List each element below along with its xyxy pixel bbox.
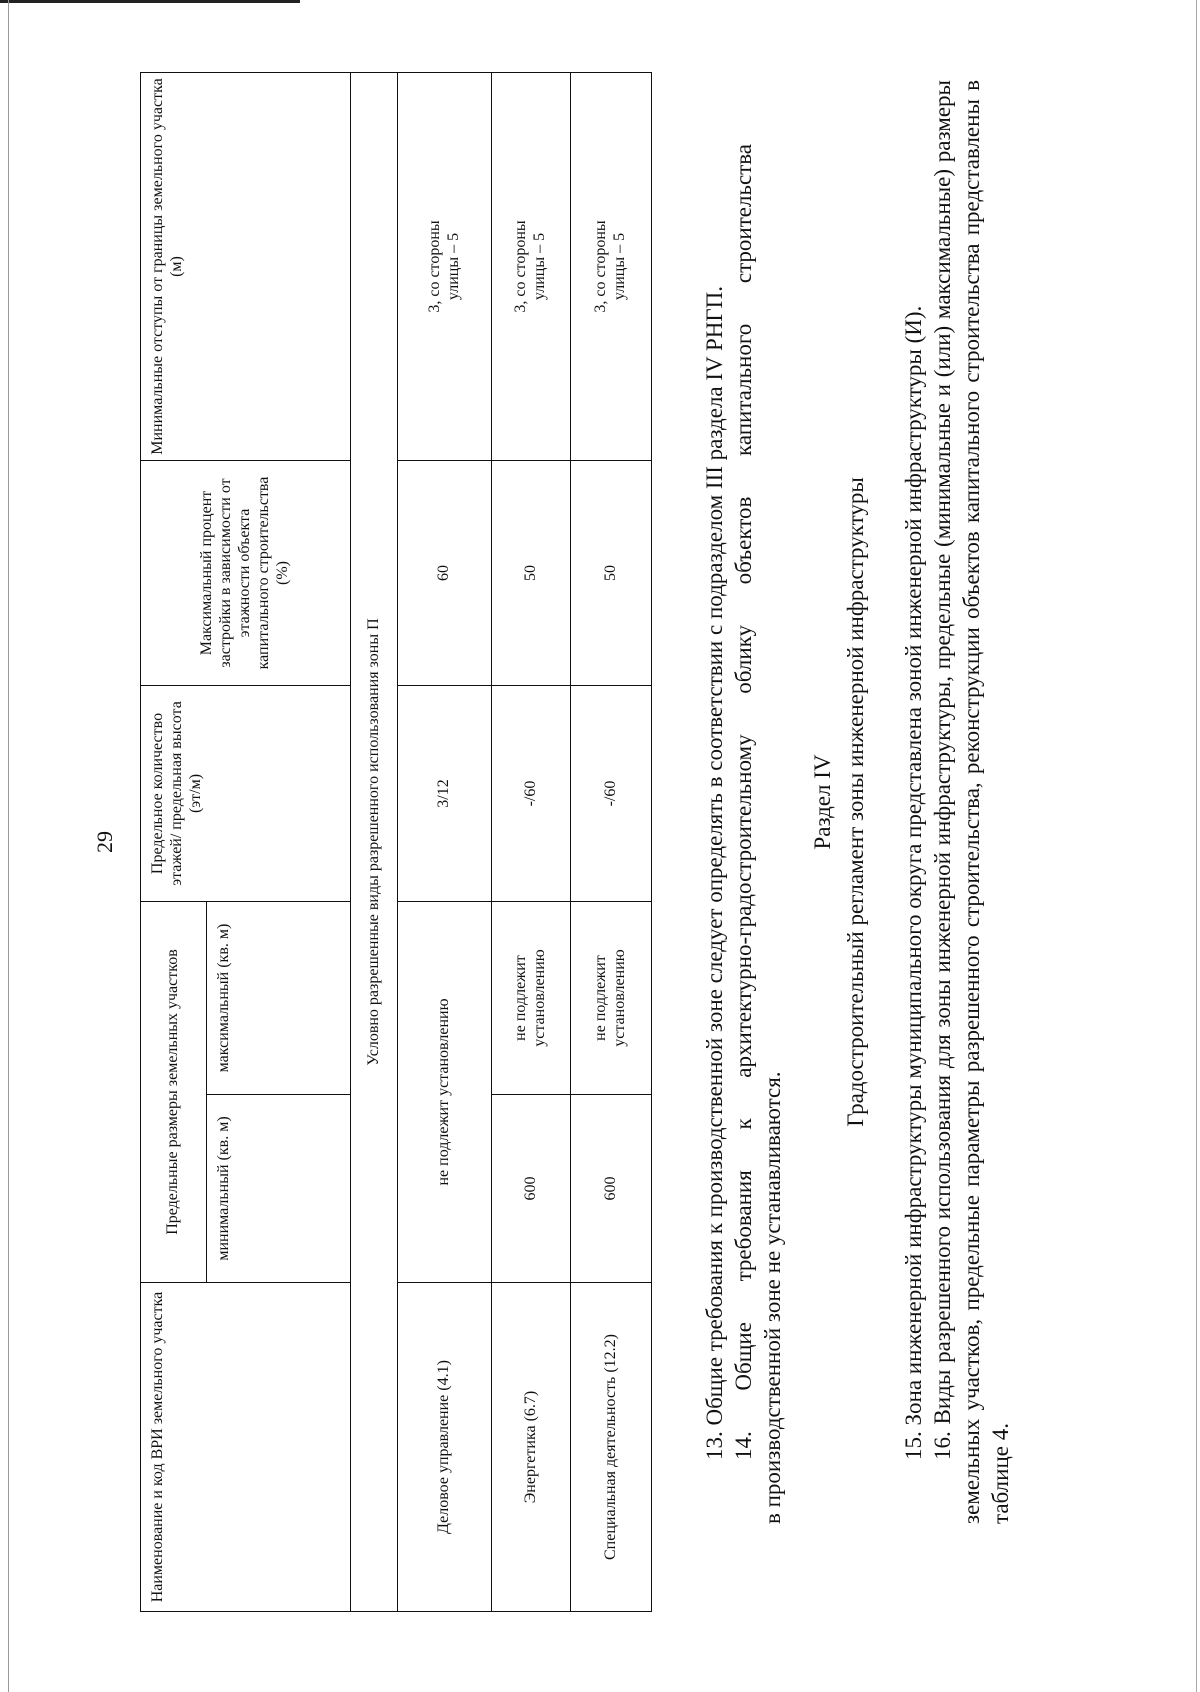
header-build-percent: Максимальный процент застройки в зависимости от этажности объекта капитального строительства (%)	[141, 461, 351, 686]
cell-build-percent: 50	[492, 461, 571, 686]
cell-floors: 3/12	[398, 686, 492, 902]
paragraph-14-line-1: 14. Общие требования к архитектурно-градостроительному облику объектов капитального строительства	[731, 144, 756, 1460]
paragraph-15: 15. Зона инженерной инфраструктуры муниципального округа представлена зоной инженерной инфраструктуры (И).	[901, 305, 926, 1460]
paragraph-14-line-2: в производственной зоне не устанавливаются.	[760, 1071, 785, 1524]
cell-setbacks-text: 3, со стороны улицы – 5	[592, 220, 628, 313]
cell-setbacks	[492, 73, 571, 461]
section-title: Раздел IV	[810, 754, 835, 850]
cell-min-area: 600	[492, 1095, 571, 1283]
cell-max-area-text: не подлежит установлению	[512, 949, 548, 1047]
section-subtitle: Градостроительный регламент зоны инженерной инфраструктуры	[843, 477, 868, 1127]
section-row: Условно разрешенные виды разрешенного использования зоны П	[351, 73, 398, 1612]
table-row	[492, 73, 571, 1612]
cell-setbacks-text: 3, со стороны улицы – 5	[512, 220, 548, 313]
cell-build-percent: 50	[571, 461, 652, 686]
cell-floors: -/60	[492, 686, 571, 902]
cell-setbacks	[398, 73, 492, 461]
cell-floors: -/60	[571, 686, 652, 902]
cell-name: Деловое управление (4.1)	[398, 1283, 492, 1612]
table-row	[398, 73, 492, 1612]
cell-name: Энергетика (6.7)	[492, 1283, 571, 1612]
paragraph-16: 16. Виды разрешенного использования для зоны инженерной инфраструктуры, предельные (минимальные и (или) максимальные) размеры земельных участков, предельные параметры разрешенного строительства, реконструкции объектов капитального строительства представлены в таблице 4.	[930, 80, 1013, 1524]
cell-min-area: 600	[571, 1095, 652, 1283]
header-min-area: минимальный (кв. м)	[207, 1095, 351, 1283]
header-setbacks: Минимальные отступы от границы земельного участка (м)	[141, 73, 351, 461]
paragraph-13: 13. Общие требования к производственной зоне следует определять в соответствии с подразделом III раздела IV РНГП.	[702, 285, 727, 1460]
cell-max-area-text: не подлежит установлению	[592, 949, 628, 1047]
cell-build-percent: 60	[398, 461, 492, 686]
cell-max-area	[492, 902, 571, 1095]
header-max-area: максимальный (кв. м)	[207, 902, 351, 1095]
header-plot-sizes: Предельные размеры земельных участков	[141, 902, 207, 1283]
header-floors: Предельное количество этажей/ предельная высота (эт/м)	[141, 686, 351, 902]
cell-setbacks	[571, 73, 652, 461]
cell-plot-sizes-merged: не подлежит установлению	[398, 902, 492, 1283]
cell-name: Специальная деятельность (12.2)	[571, 1283, 652, 1612]
cell-setbacks-text: 3, со стороны улицы – 5	[425, 220, 462, 313]
cell-max-area	[571, 902, 652, 1095]
header-name: Наименование и код ВРИ земельного участка	[141, 1283, 351, 1612]
regulation-table	[140, 72, 652, 1612]
table-row	[571, 73, 652, 1612]
page-number: 29	[92, 831, 117, 853]
